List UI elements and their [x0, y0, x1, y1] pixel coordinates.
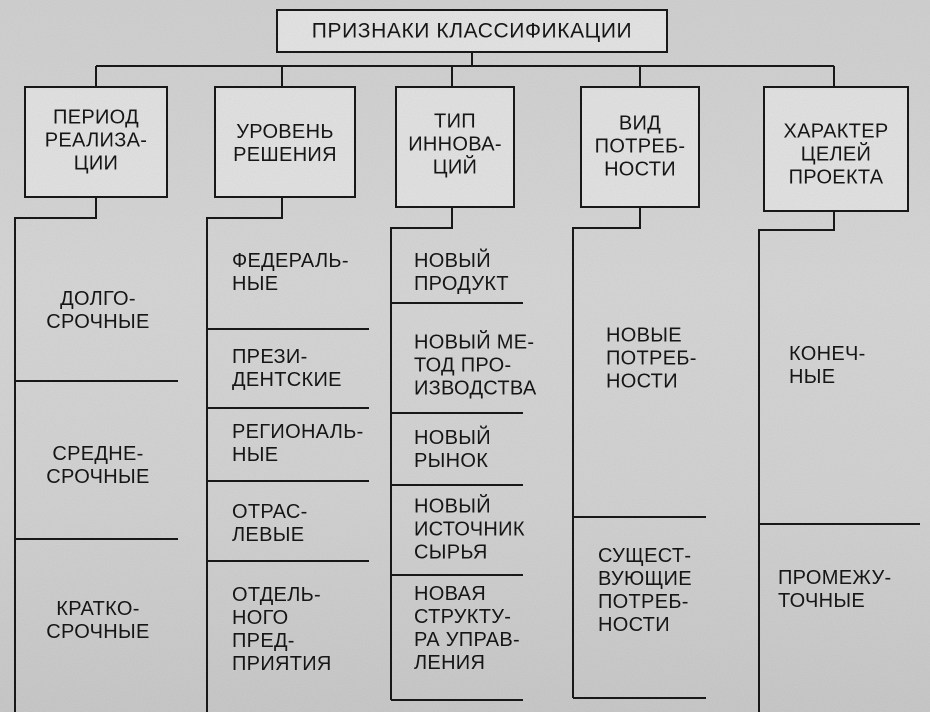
list-item: СРЕДНЕ- СРОЧНЫЕ [46, 443, 150, 488]
list-item: КРАТКО- СРОЧНЫЕ [46, 598, 150, 643]
diagram-title: ПРИЗНАКИ КЛАССИФИКАЦИИ [311, 19, 633, 43]
category-label: УРОВЕНЬ РЕШЕНИЯ [233, 121, 337, 166]
list-item: ФЕДЕРАЛЬ- НЫЕ [232, 250, 349, 295]
category-label: ВИД ПОТРЕБ- НОСТИ [594, 112, 686, 181]
list-item: НОВЫЙ МЕ- ТОД ПРО- ИЗВОДСТВА [414, 331, 537, 400]
list-item: ДОЛГО- СРОЧНЫЕ [46, 288, 150, 333]
category-label: ТИП ИННОВА- ЦИЙ [408, 110, 502, 179]
list-item: ПРЕЗИ- ДЕНТСКИЕ [232, 346, 342, 391]
list-item: КОНЕЧ- НЫЕ [789, 343, 866, 388]
list-item: НОВАЯ СТРУКТУ- РА УПРАВ- ЛЕНИЯ [414, 583, 521, 674]
list-item: НОВЫЙ ИСТОЧНИК СЫРЬЯ [414, 495, 525, 564]
list-item: НОВЫЙ ПРОДУКТ [414, 250, 509, 295]
list-item: НОВЫЕ ПОТРЕБ- НОСТИ [606, 324, 697, 393]
list-item: ОТДЕЛЬ- НОГО ПРЕД- ПРИЯТИЯ [232, 584, 332, 675]
category-label: ПЕРИОД РЕАЛИЗА- ЦИИ [44, 106, 148, 175]
list-item: СУЩЕСТ- ВУЮЩИЕ ПОТРЕБ- НОСТИ [598, 545, 692, 636]
list-item: РЕГИОНАЛЬ- НЫЕ [232, 421, 364, 466]
list-item: ПРОМЕЖУ- ТОЧНЫЕ [778, 567, 892, 612]
category-label: ХАРАКТЕР ЦЕЛЕЙ ПРОЕКТА [783, 120, 889, 189]
list-item: НОВЫЙ РЫНОК [414, 427, 491, 472]
list-item: ОТРАС- ЛЕВЫЕ [232, 501, 308, 546]
